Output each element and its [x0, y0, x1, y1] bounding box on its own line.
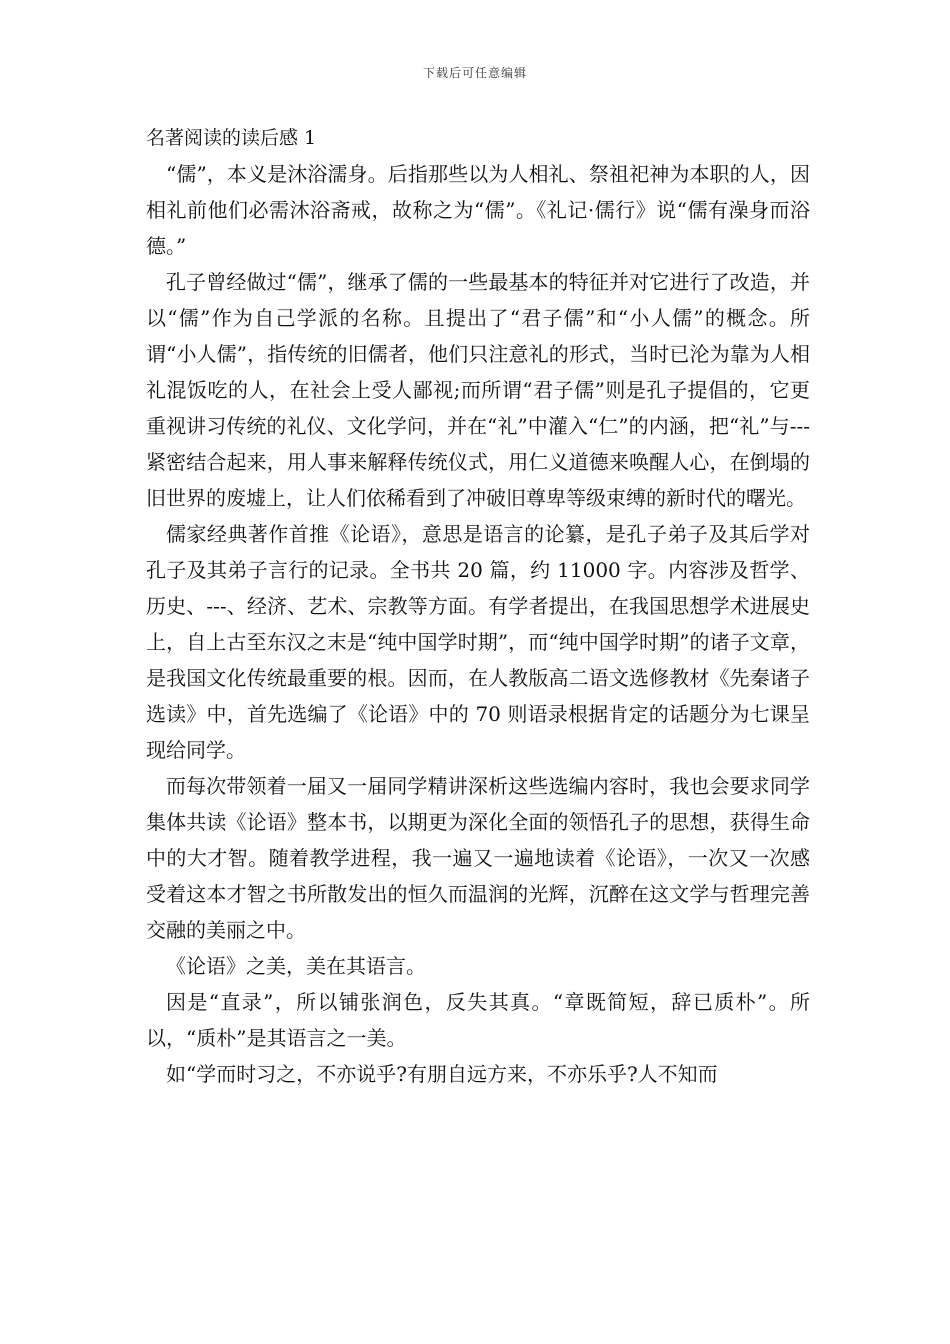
paragraph-1: “儒”，本义是沐浴濡身。后指那些以为人相礼、祭祖祀神为本职的人，因相礼前他们必需沐浴斋戒，故称之为“儒”。《礼记·儒行》说“儒有澡身而浴德。” — [146, 162, 810, 258]
document-body — [146, 120, 810, 1092]
paragraph-7: 如“学而时习之，不亦说乎?有朋自远方来，不亦乐乎?人不知而 — [166, 1062, 718, 1086]
page-header: 下载后可任意编辑 — [422, 66, 527, 80]
paragraph-6: 因是“直录”，所以铺张润色，反失其真。“章既简短，辞已质朴”。所以，“质朴”是其语言之一美。 — [146, 990, 810, 1050]
paragraph-5: 《论语》之美，美在其语言。 — [166, 954, 426, 978]
paragraph-2: 孔子曾经做过“儒”，继承了儒的一些最基本的特征并对它进行了改造，并以“儒”作为自己学派的名称。且提出了“君子儒”和“小人儒”的概念。所谓“小人儒”，指传统的旧儒者，他们只注意礼的形式，当时已沦为靠为人相礼混饭吃的人，在社会上受人鄙视;而所谓“君子儒”则是孔子提倡的，它更重视讲习传统的礼仪、文化学问，并在“礼”中灌入“仁”的内涵，把“礼”与---紧密结合起来，用人事来解释传统仪式，用仁义道德来唤醒人心，在倒塌的旧世界的废墟上，让人们依稀看到了冲破旧尊卑等级束缚的新时代的曙光。 — [146, 270, 810, 510]
document-title: 名著阅读的读后感 1 — [146, 127, 317, 149]
paragraph-3: 儒家经典著作首推《论语》，意思是语言的论纂，是孔子弟子及其后学对孔子及其弟子言行的记录。全书共 20 篇，约 11000 字。内容涉及哲学、历史、---、经济、艺术、宗教等方面。有学者提出，在我国思想学术进展史上，自上古至东汉之末是“纯中国学时期”，而“纯中国学时期”的诸子文章，是我国文化传统最重要的根。因而，在人教版高二语文选修教材《先秦诸子选读》中，首先选编了《论语》中的 70 则语录根据肯定的话题分为七课呈现给同学。 — [146, 522, 810, 762]
paragraph-4: 而每次带领着一届又一届同学精讲深析这些选编内容时，我也会要求同学集体共读《论语》整本书，以期更为深化全面的领悟孔子的思想，获得生命中的大才智。随着教学进程，我一遍又一遍地读着《论语》，一次又一次感受着这本才智之书所散发出的恒久而温润的光辉，沉醉在这文学与哲理完善交融的美丽之中。 — [146, 774, 810, 942]
